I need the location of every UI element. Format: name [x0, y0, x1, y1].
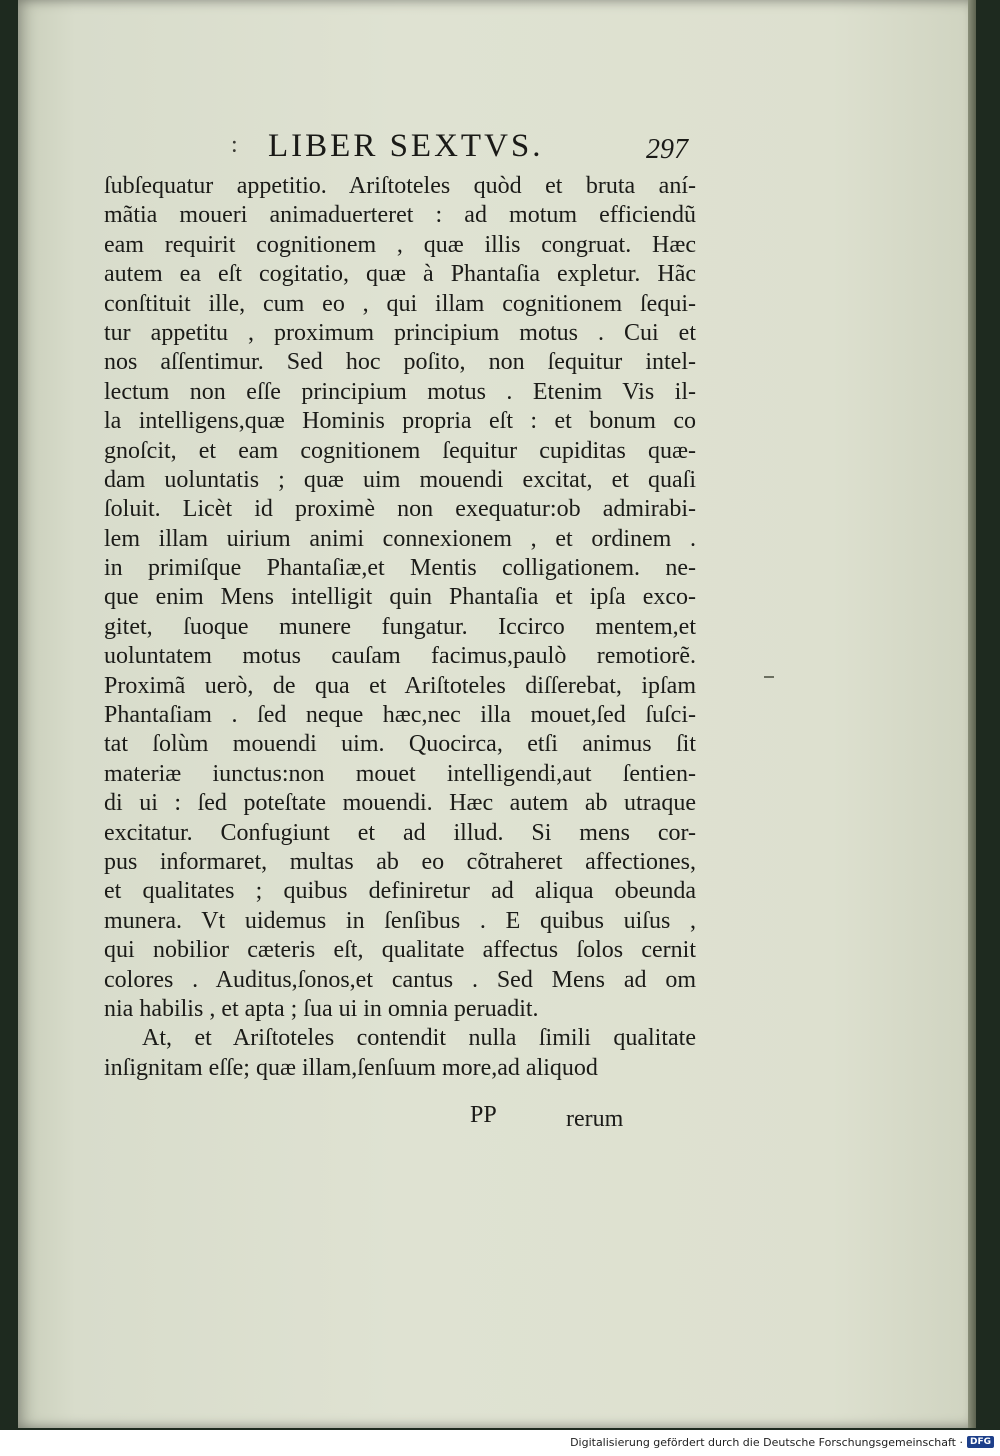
signature-mark: PP [470, 1102, 497, 1128]
text-line: ſoluit. Licèt id proximè non exequatur:ob admirabi- [104, 496, 696, 523]
catch-line [104, 1102, 696, 1132]
text-line: colores . Auditus,ſonos,et cantus . Sed Mens ad om [104, 966, 696, 993]
text-line: nos aſſentimur. Sed hoc poſito, non ſequitur intel- [104, 349, 696, 376]
text-line: inſignitam eſſe; quæ illam,ſenſuum more,ad aliquod [104, 1054, 598, 1081]
text-line: la intelligens,quæ Hominis propria eſt : et bonum co [104, 408, 696, 435]
text-line: lem illam uirium animi connexionem , et ordinem . [104, 525, 696, 552]
dfg-logo: DFG [967, 1436, 994, 1448]
margin-mark [764, 676, 774, 678]
text-line: Proximã uerò, de qua et Ariſtoteles diſſerebat, ipſam [104, 672, 696, 699]
text-line: Phantaſiam . ſed neque hæc,nec illa mouet,ſed ſuſci- [104, 702, 696, 729]
catchword: rerum [566, 1106, 624, 1132]
text-line: gnoſcit, et eam cognitionem ſequitur cupiditas quæ- [104, 437, 696, 464]
text-line: gitet, ſuoque munere fungatur. Iccirco mentem,et [104, 613, 696, 640]
text-line: nia habilis , et apta ; ſua ui in omnia peruadit. [104, 995, 539, 1022]
text-line: di ui : ſed poteſtate mouendi. Hæc autem ab utraque [104, 790, 696, 817]
text-line: qui nobilior cæteris eſt, qualitate affectus ſolos cernit [104, 937, 696, 964]
text-line: conſtituit ille, cum eo , qui illam cognitionem ſequi- [104, 290, 696, 317]
running-title: LIBER SEXTVS. [268, 128, 544, 164]
digitization-footer [570, 1432, 994, 1452]
text-line: in primiſque Phantaſiæ,et Mentis colligationem. ne- [104, 555, 696, 582]
text-line: At, et Ariſtoteles contendit nulla ſimili qualitate [142, 1025, 696, 1052]
page-number: 297 [646, 134, 688, 165]
text-line: eam requirit cognitionem , quæ illis congruat. Hæc [104, 231, 696, 258]
text-line: materiæ iunctus:non mouet intelligendi,aut ſentien- [104, 760, 696, 787]
footer-credit: Digitalisierung gefördert durch die Deutsche Forschungsgemeinschaft · [570, 1435, 963, 1449]
text-line: lectum non eſſe principium motus . Etenim Vis il- [104, 378, 696, 405]
running-head [100, 120, 700, 170]
text-line: dam uoluntatis ; quæ uim mouendi excitat, et quaſi [104, 466, 696, 493]
text-line: pus informaret, multas ab eo cõtraheret affectiones, [104, 848, 696, 875]
text-line: uoluntatem motus cauſam facimus,paulò remotiorẽ. [104, 643, 696, 670]
text-line: tur appetitu , proximum principium motus . Cui et [104, 319, 696, 346]
text-line: munera. Vt uidemus in ſenſibus . E quibus uiſus , [104, 907, 696, 934]
text-line: excitatur. Confugiunt et ad illud. Si mens cor- [104, 819, 696, 846]
body-text [104, 172, 696, 1083]
header-mark: : [231, 132, 238, 158]
text-line: et qualitates ; quibus definiretur ad aliqua obeunda [104, 878, 696, 905]
text-line: tat ſolùm mouendi uim. Quocirca, etſi animus ſit [104, 731, 696, 758]
text-line: que enim Mens intelligit quin Phantaſia et ipſa exco- [104, 584, 696, 611]
text-line: ſubſequatur appetitio. Ariſtoteles quòd et bruta aní- [104, 173, 696, 199]
text-line: autem ea eſt cogitatio, quæ à Phantaſia expletur. Hãc [104, 261, 696, 288]
text-line: mãtia moueri animaduerteret : ad motum efficiendũ [104, 202, 696, 229]
page-edge [968, 0, 976, 1428]
